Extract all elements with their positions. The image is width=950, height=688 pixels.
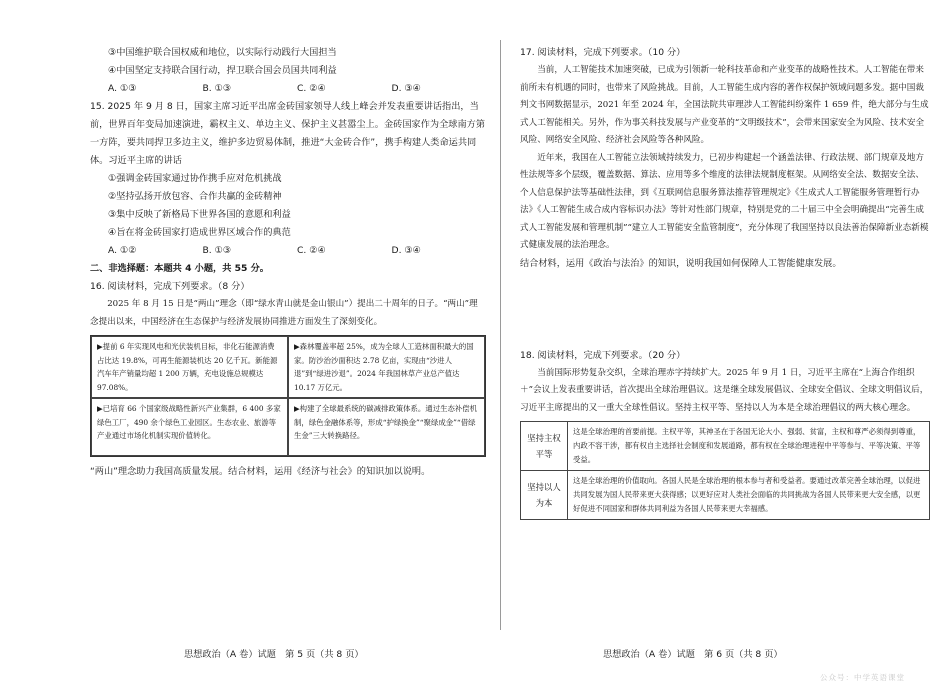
q18-stem: 18. 阅读材料，完成下列要求。（20 分） [520,349,686,361]
q15-choice-d[interactable]: D. ③④ [391,245,421,256]
q18-paragraph-1: 当前国际形势复杂交织，全球治理赤字持续扩大。2025 年 9 月 1 日，习近平主席在“上海合作组织＋”会议上发表重要讲话，首次提出全球治理倡议。这是继全球发展倡议、全球安全倡议、全球文明倡议后，习近平主席提出的又一重大全球性倡议。坚持主权平等、坚持以人为本是全球治理倡议的两大核心理念。 [520,367,929,413]
q17-stem: 17. 阅读材料，完成下列要求。（10 分） [520,47,686,58]
q14-option-4: ④中国坚定支持联合国行动，捍卫联合国会员国共同利益 [108,65,337,76]
q16-stem: 16. 阅读材料，完成下列要求。（8 分） [90,281,250,292]
q16-task: “两山”理念助力我国高质量发展。结合材料，运用《经济与社会》的知识加以说明。 [90,466,431,477]
q14-choice-c[interactable]: C. ②④ [297,83,326,94]
section-title: 二、非选择题：本题共 4 小题，共 55 分。 [90,263,269,274]
q14-choice-a[interactable]: A. ①③ [108,83,137,94]
q16-material-table [90,335,486,457]
q14-choice-d[interactable]: D. ③④ [391,83,421,94]
q16-cell-3: ▶已培育 66 个国家级战略性新兴产业集群，6 400 多家绿色工厂，490 余个绿色工业园区。生态农业、旅游等产业通过市场化机制实现价值转化。 [91,398,288,456]
q16-material: 2025 年 8 月 15 日是“两山”理念（即“绿水青山就是金山银山”）提出二十周年的日子。“两山”理念提出以来，中国经济在生态保护与经济发展协同推进方面发生了深刻变化。 [90,299,478,327]
table-row [521,422,930,471]
q16-cell-1: ▶提前 6 年实现风电和光伏装机目标，非化石能源消费占比达 19.8%，可再生能源装机达 20 亿千瓦。新能源汽车年产销量均超 1 200 万辆，充电设施总规模达 97.08%。 [91,336,288,398]
q15-option-4: ④旨在将金砖国家打造成世界区域合作的典范 [108,227,291,238]
q15-stem: 15. 2025 年 9 月 8 日，国家主席习近平出席金砖国家领导人线上峰会并发表重要讲话指出，当前，世界百年变局加速演进，霸权主义、单边主义、保护主义甚嚣尘上。金砖国家作为全球南方第一方阵，要共同捍卫多边主义，维护多边贸易体制，推进“大金砖合作”，携手构建人类命运共同体。习近平主席的讲话 [90,101,486,166]
table-row [521,471,930,520]
q15-option-3: ③集中反映了新格局下世界各国的意愿和利益 [108,209,291,220]
exam-page-6 [500,0,950,688]
page-footer-left: 思想政治（A 卷）试题 第 5 页（共 8 页） [184,649,364,660]
q15-option-2: ②坚持弘扬开放包容、合作共赢的金砖精神 [108,191,282,202]
page-footer-right: 思想政治（A 卷）试题 第 6 页（共 8 页） [603,649,783,660]
answer-space [520,273,930,347]
q17-paragraph-2: 近年来，我国在人工智能立法领域持续发力，已初步构建起一个涵盖法律、行政法规、部门规章及地方性法规等多个层级，覆盖数据、算法、应用等多个维度的法律法规制度框架。从网络安全法、数据安全法、个人信息保护法等基础性法律，到《互联网信息服务算法推荐管理规定》《生成式人工智能服务管理暂行办法》《人工智能生成合成内容标识办法》等针对性部门规章，特别是党的二十届三中全会明确提出“完善生成式人工智能发展和管理机制”“建立人工智能安全监管制度”，充分体现了我国坚持以良法善治保障新业态新模式健康发展的法治理念。 [520,152,929,250]
q18-row-1-head: 坚持主权平等 [521,422,568,471]
q14-option-3: ③中国维护联合国权威和地位，以实际行动践行大国担当 [108,47,337,58]
q15-choice-a[interactable]: A. ①② [108,245,137,256]
q15-choices [108,242,486,260]
q17-task: 结合材料，运用《政治与法治》的知识，说明我国如何保障人工智能健康发展。 [520,257,842,269]
q14-choice-b[interactable]: B. ①③ [202,83,232,94]
q18-row-2-text: 这是全球治理的价值取向。各国人民是全球治理的根本参与者和受益者。要通过改革完善全球治理，以促进共同发展为国人民带来更大获得感；以更好应对人类社会面临的共同挑战为各国人民带来更大安全感，以更好促进不同国家和群体共同利益为各国人民带来更大幸福感。 [568,471,930,520]
q17-paragraph-1: 当前，人工智能技术加速突破，已成为引领新一轮科技革命和产业变革的战略性技术。人工智能在带来前所未有机遇的同时，也带来了风险挑战。目前，人工智能生成内容的著作权保护领域问题多发。据中国裁判文书网数据显示，2021 年至 2024 年，全国法院共审理涉人工智能纠纷案件 1 659 件，绝大部分与生成式人工智能相关。另外，作为事关科技发展与产业变革的“文明级技术”，会带来国家安全为风险、技术安全风险、网络安全风险、经济社会风险等各种风险。 [520,65,929,145]
q18-material-table [520,421,930,520]
q18-row-1-text: 这是全球治理的首要前提。主权平等，其神圣在于各国无论大小、强弱、贫富，主权和尊严必须得到尊重，内政不容干涉，都有权自主选择社会制度和发展道路，都有权在全球治理进程中平等参与、平等决策、平等受益。 [568,422,930,471]
q15-choice-c[interactable]: C. ②④ [297,245,326,256]
q16-cell-2: ▶森林覆盖率超 25%，成为全球人工造林面积最大的国家。防沙治沙面积达 2.78 亿亩，实现由“沙进人退”到“绿进沙退”。2024 年我国林草产业总产值达 10.17 万亿元。 [288,336,485,398]
q14-choices [108,80,486,98]
q16-cell-4: ▶构建了全球最系统的碳减排政策体系。通过生态补偿机制，绿色金融体系等，形成“护绿换金”“聚绿成金”“借绿生金”三大转换路径。 [288,398,485,456]
q15-option-1: ①强调金砖国家通过协作携手应对危机挑战 [108,173,282,184]
q18-row-2-head: 坚持以人为本 [521,471,568,520]
watermark-text: 公众号：中学英语课堂 [820,673,905,682]
q15-choice-b[interactable]: B. ①③ [202,245,232,256]
